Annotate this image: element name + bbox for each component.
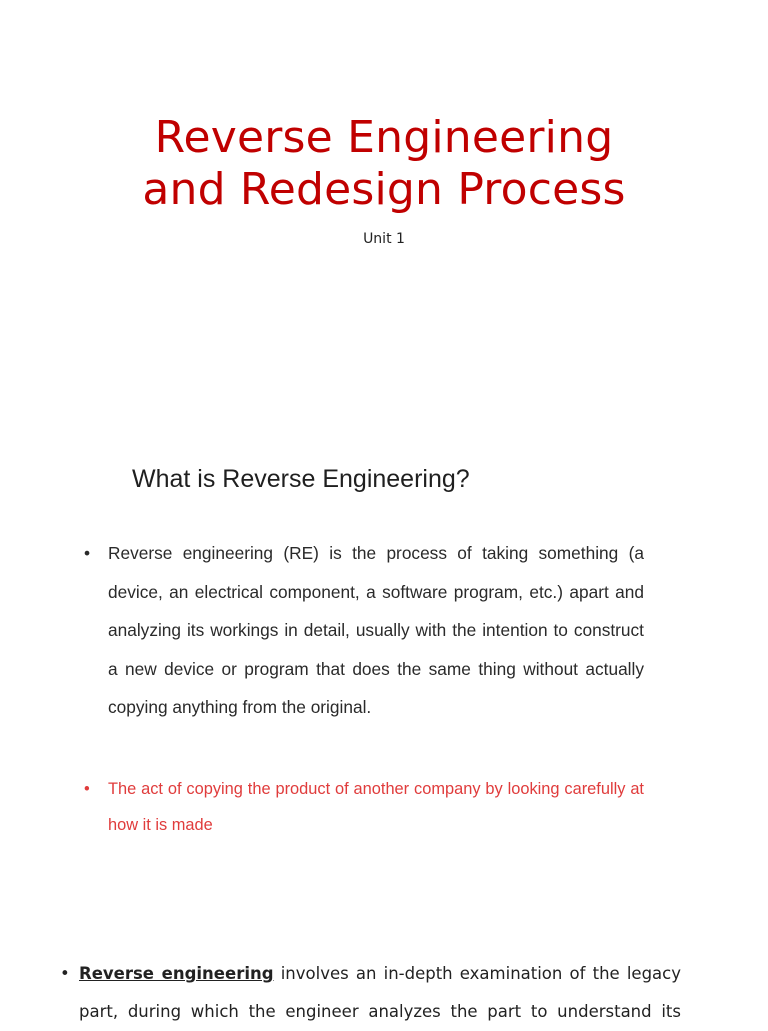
- bullet-item-definition: [84, 534, 644, 727]
- body-text: involves an in-depth examination of the legacy part, during which the engineer analyzes the part to understand its: [79, 964, 681, 1021]
- slide-title-line-1: Reverse Engineering: [154, 112, 614, 163]
- term-reverse-engineering: Reverse engineering: [79, 964, 274, 983]
- slide-title: [0, 112, 768, 216]
- bullet-item-copying: [84, 771, 644, 843]
- bullet-text: The act of copying the product of another company by looking carefully at how it is made: [108, 780, 644, 834]
- body-paragraph: [60, 955, 681, 1031]
- bullet-text: Reverse engineering (RE) is the process of taking something (a device, an electrical component, a software program, etc.) apart and analyzing its workings in detail, usually with the intention to construct a new device or program that does the same thing without actually copying anything from the original.: [108, 543, 644, 717]
- bullet-marker: •: [84, 543, 91, 563]
- slide-title-line-2: and Redesign Process: [142, 164, 626, 215]
- bullet-marker: •: [84, 780, 90, 798]
- bullet-marker: •: [60, 964, 70, 983]
- section-heading: What is Reverse Engineering?: [132, 465, 470, 493]
- slide-subtitle: Unit 1: [363, 231, 405, 247]
